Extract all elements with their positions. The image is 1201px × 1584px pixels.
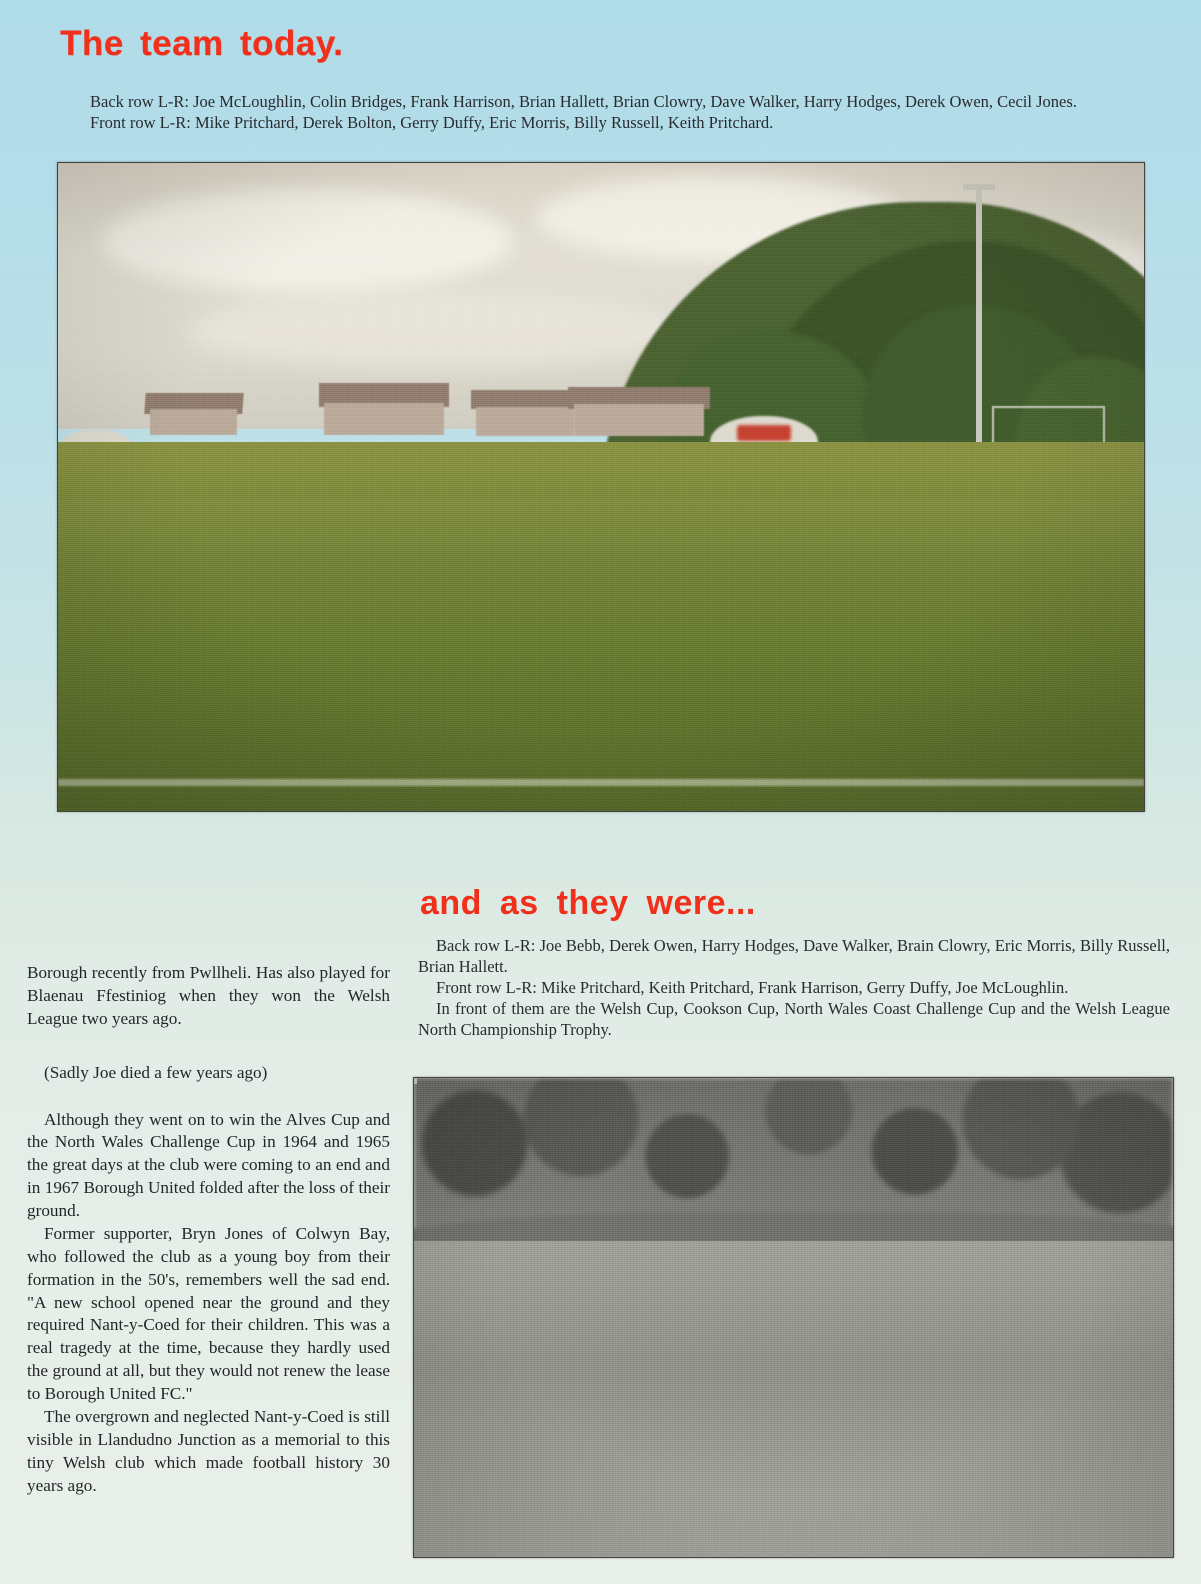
grass-ground	[414, 1241, 1173, 1557]
floodlight-pole	[976, 189, 982, 461]
caption-team-then	[418, 936, 1170, 1041]
bw-photo-scene	[414, 1078, 1173, 1557]
article-paragraph: Former supporter, Bryn Jones of Colwyn Bay, who followed the club as a young boy from their formation in the 50's, remembers well the sad end. "A new school opened near the ground and they required Nant-y-Coed for their children. This was a real tragedy at the time, because they hardly used the ground at all, but they would not renew the lease to Borough United FC."	[27, 1223, 390, 1403]
house	[574, 404, 704, 436]
cloud	[188, 293, 688, 371]
house	[324, 403, 443, 435]
page-title-team-today: The team today.	[60, 24, 344, 63]
caption-back-row-today: Back row L-R: Joe McLoughlin, Colin Bridges, Frank Harrison, Brian Hallett, Brian Clowry, Dave Walker, Harry Hodges, Derek Owen, Cecil Jones.	[90, 92, 1077, 111]
cloud	[101, 189, 514, 293]
pitch-marking	[58, 779, 1144, 787]
caption-front-row-today: Front row L-R: Mike Pritchard, Derek Bolton, Gerry Duffy, Eric Morris, Billy Russell, Keith Pritchard.	[90, 112, 774, 132]
team-then-photo	[413, 1077, 1174, 1558]
article-paragraph: The overgrown and neglected Nant-y-Coed is still visible in Llandudno Junction as a memorial to this tiny Welsh club which made football history 30 years ago.	[27, 1406, 390, 1495]
colour-photo-scene	[58, 163, 1144, 811]
house	[150, 409, 237, 435]
article-paragraph: Borough recently from Pwllheli. Has also played for Blaenau Ffestiniog when they won the Welsh League two years ago.	[27, 963, 390, 1028]
article-paragraph: (Sadly Joe died a few years ago)	[44, 1062, 268, 1082]
caption-front-row-then: Front row L-R: Mike Pritchard, Keith Pritchard, Frank Harrison, Gerry Duffy, Joe McLoughlin.	[436, 977, 1069, 997]
far-pitch	[58, 442, 1144, 507]
house	[476, 407, 574, 437]
team-today-photo	[57, 162, 1145, 812]
article-body	[27, 962, 390, 1497]
caption-trophies: In front of them are the Welsh Cup, Cookson Cup, North Wales Coast Challenge Cup and the Welsh League North Championship Trophy.	[418, 998, 1170, 1039]
page-title-as-they-were: and as they were...	[420, 884, 756, 922]
floodlight-head	[963, 184, 996, 190]
article-paragraph: Although they went on to win the Alves Cup and the North Wales Challenge Cup in 1964 and 1965 the great days at the club were coming to an end and in 1967 Borough United folded after the loss of their ground.	[27, 1109, 390, 1220]
caption-back-row-then: Back row L-R: Joe Bebb, Derek Owen, Harry Hodges, Dave Walker, Brain Clowry, Eric Morris, Billy Russell, Brian Hallett.	[418, 936, 1170, 976]
red-banner	[737, 425, 791, 441]
pitch-grass	[58, 500, 1144, 811]
caption-team-today	[72, 92, 1147, 134]
